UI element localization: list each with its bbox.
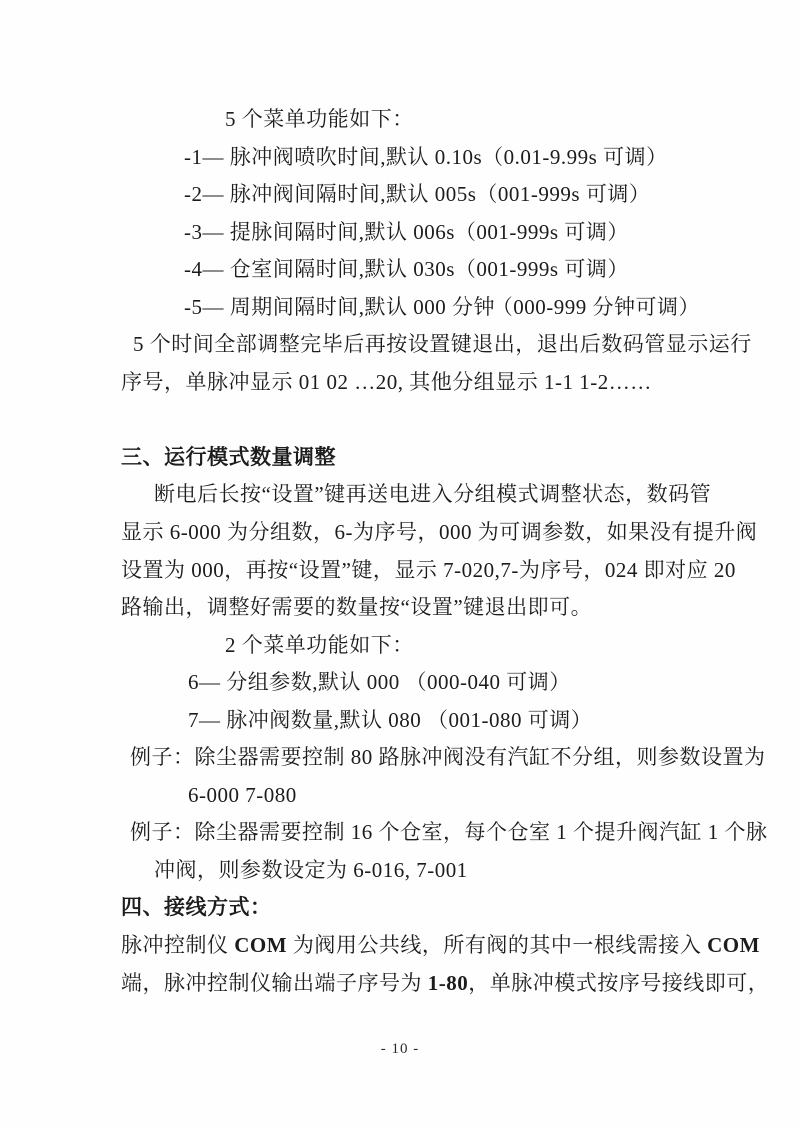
menu5-outro-line-1: 5 个时间全部调整完毕后再按设置键退出，退出后数码管显示运行 (133, 332, 752, 357)
menu2-item-7: 7— 脉冲阀数量,默认 080 （001-080 可调） (188, 707, 593, 732)
menu2-intro: 2 个菜单功能如下： (225, 632, 414, 657)
menu5-item-4-range: （001-999s 可调） (454, 257, 629, 282)
menu5-item-1-range: （0.01-9.99s 可调） (482, 144, 668, 169)
menu5-item-3 (184, 214, 700, 252)
menu5-item-2 (184, 176, 700, 214)
menu5-item-4 (184, 251, 700, 289)
menu5-item-2-range: （001-999s 可调） (476, 182, 651, 207)
wiring-text: ，单脉冲模式按序号接线即可， (468, 970, 770, 995)
example-1-line-1: 例子：除尘器需要控制 80 路脉冲阀没有汽缸不分组，则参数设置为 (130, 745, 766, 770)
section-4-line-2 (121, 965, 770, 1003)
menu5-item-1 (184, 139, 700, 177)
menu5-item-3-label: -3— 提脉间隔时间,默认 006s (184, 219, 455, 244)
section-3-heading: 三、运行模式数量调整 (121, 444, 336, 469)
terminal-range-label: 1-80 (427, 970, 469, 995)
section-4-heading: 四、接线方式： (121, 895, 272, 920)
menu5-item-4-label: -4— 仓室间隔时间,默认 030s (184, 257, 455, 282)
com-terminal-label: COM (707, 933, 760, 958)
section-3-para-line-3: 设置为 000，再按“设置”键，显示 7-020,7-为序号，024 即对应 20 (121, 557, 736, 582)
example-2-line-2: 冲阀，则参数设定为 6-016, 7-001 (154, 857, 468, 882)
menu5-item-5-range: （000-999 分钟可调） (491, 294, 700, 319)
menu5-item-2-label: -2— 脉冲阀间隔时间,默认 005s (184, 182, 477, 207)
section-3-para-line-1: 断电后长按“设置”键再送电进入分组模式调整状态，数码管 (154, 482, 712, 507)
menu2-item-6: 6— 分组参数,默认 000 （000-040 可调） (188, 670, 571, 695)
menu5-intro: 5 个菜单功能如下： (225, 107, 414, 131)
menu5-item-5-label: -5— 周期间隔时间,默认 000 分钟 (184, 294, 495, 319)
section-3-para-line-2: 显示 6-000 为分组数，6-为序号，000 为可调参数，如果没有提升阀 (121, 520, 758, 545)
wiring-text: 为阀用公共线，所有阀的其中一根线需接入 (287, 933, 708, 958)
menu5-item-3-range: （001-999s 可调） (454, 219, 629, 244)
example-2-line-1: 例子：除尘器需要控制 16 个仓室，每个仓室 1 个提升阀汽缸 1 个脉 (130, 820, 768, 845)
example-1-line-2: 6-000 7-080 (188, 782, 297, 807)
section-3-para-line-4: 路输出，调整好需要的数量按“设置”键退出即可。 (121, 595, 593, 620)
wiring-text: 端，脉冲控制仪输出端子序号为 (121, 970, 428, 995)
menu5-item-5 (184, 289, 700, 327)
menu5-item-1-label: -1— 脉冲阀喷吹时间,默认 0.10s (184, 144, 483, 169)
section-4-line-1 (121, 927, 760, 965)
menu5-outro-line-2: 序号，单脉冲显示 01 02 …20, 其他分组显示 1-1 1-2…… (121, 369, 652, 394)
wiring-text: 脉冲控制仪 (121, 933, 235, 958)
page-number: - 10 - (380, 1041, 420, 1057)
com-terminal-label: COM (234, 933, 288, 958)
blank-line (121, 401, 700, 439)
